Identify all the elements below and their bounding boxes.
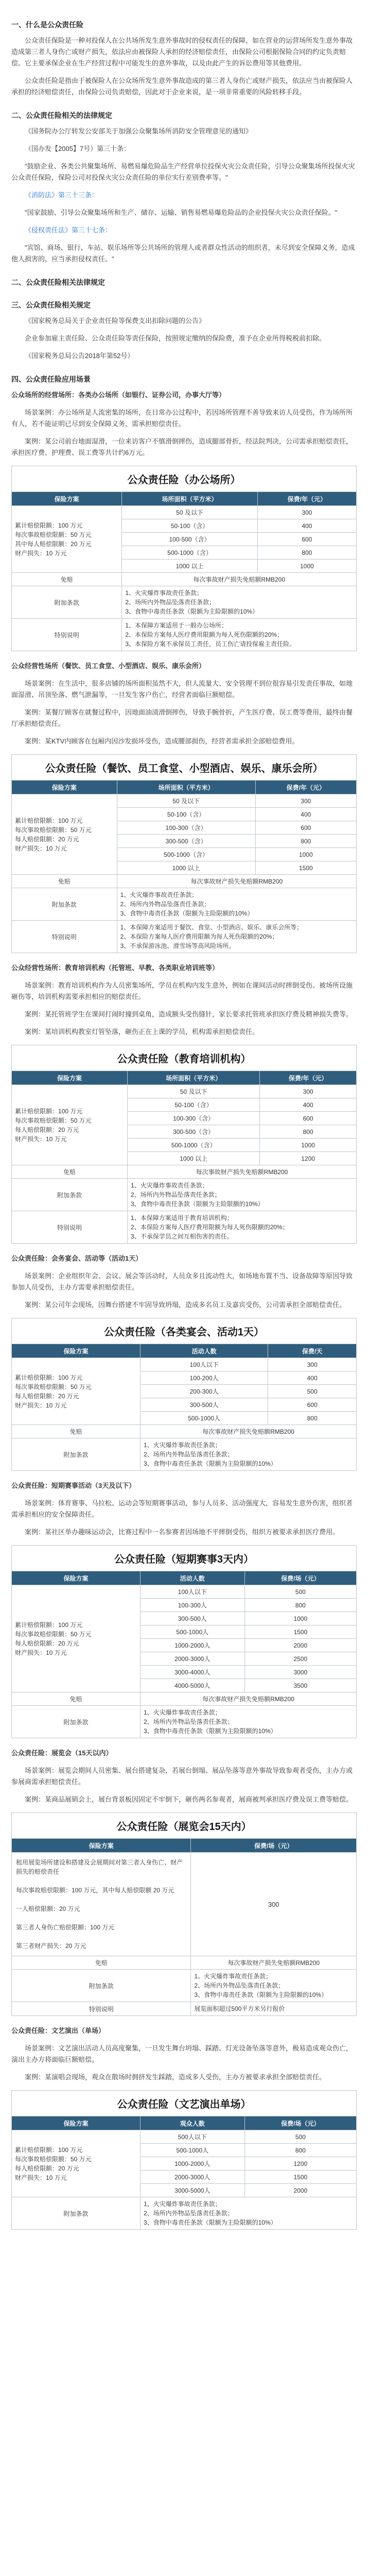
addon-value: 1、火灾爆炸事故责任条款； 2、场所内外物品坠落责任条款； 3、食物中毒责任条款（限额为主险限额的10%） (128, 1179, 357, 1211)
col-header: 活动人数 (140, 1571, 244, 1585)
paragraph: "国家鼓励、引导公众聚集场所和生产、储存、运输、销售易燃易爆危险品的企业投保火灾公众责任保险。" (25, 209, 338, 216)
premium-cell: 300 (260, 1085, 357, 1098)
law-link-text[interactable]: 《消防法》第三十三条： (25, 191, 99, 199)
limit-line: 每人赔偿限额：20 万元 (15, 2164, 79, 2172)
addon-value: 1、火灾爆炸事故责任条款； 2、场所内外物品坠落责任条款； 3、食物中毒责任条款（限额为主险限额的10%） (122, 586, 357, 619)
paragraph: 场景案例：教育培训机构作为人员密集场所，学员在机构内发生意外，例如在课间活动时摔倒受伤、被场所设施砸伤等，培训机构需要承担相应的赔偿责任。 (11, 981, 353, 1001)
limit-line: 每人赔偿限额：20 万元 (15, 1639, 79, 1647)
range-cell: 3000-5000人 (140, 2184, 244, 2197)
range-cell: 100-300（含） (117, 821, 255, 835)
col-header: 场所面积（平方米） (117, 781, 255, 794)
law-link[interactable] (11, 225, 357, 236)
premium-cell: 1500 (244, 2171, 356, 2184)
paragraph: 案例：某托管班学生在课间打闹时撞到桌角，造成额头受伤缝针，家长要求托管班承担医疗费及精神损失费等。 (25, 1010, 353, 1018)
range-cell: 2000-3000人 (140, 2171, 244, 2184)
paragraph: 案例：某KTV内顾客在包厢内因沙发损坏受伤，造成腰部损伤，经营者需承担全部赔偿费用。 (25, 737, 299, 745)
table-row (12, 2130, 357, 2144)
premium-cell: 2000 (244, 1639, 356, 1652)
premium-cell: 600 (268, 1398, 357, 1412)
range-cell: 2000-3000人 (140, 1652, 244, 1666)
paragraph: 案例：某商品展销会上，展台背景板因固定不牢倒下，砸伤两名参观者，展商被判承担医疗费及误工费等赔偿。 (25, 1795, 353, 1803)
table-row (12, 1706, 357, 1738)
table-row (12, 1425, 357, 1438)
premium-cell: 600 (255, 821, 356, 835)
section-title-scenarios: 四、公众责任险应用场景 (11, 375, 91, 383)
range-cell: 500-1000（含） (128, 1139, 260, 1152)
range-cell: 1000-2000人 (140, 2157, 244, 2171)
table-row (12, 1358, 357, 1371)
limit-line: 其中每人赔偿限额：20 万元 (15, 540, 92, 548)
premium-cell: 800 (244, 1599, 356, 1612)
coverage-limits (12, 506, 122, 573)
scenario-heading (11, 1748, 357, 1759)
premium-cell: 3500 (244, 1679, 356, 1692)
scenario-heading (11, 962, 357, 974)
paragraph: 案例：某餐厅顾客在就餐过程中，因地面油渍滑倒摔伤，导致手腕骨折，产生医疗费、误工费等费用，最终由餐厅承担赔偿责任。 (11, 708, 353, 727)
range-cell: 1000 以上 (122, 560, 257, 573)
range-cell: 500-1000（含） (117, 848, 255, 861)
limit-line: 每次事故赔偿限额：50 万元 (15, 826, 92, 834)
col-header: 保费/场（元） (244, 2116, 356, 2130)
range-cell: 100-300（含） (128, 1112, 260, 1125)
paragraph: （国办发【2005】7号）第三十条： (25, 145, 131, 152)
range-cell: 100人以下 (140, 1358, 268, 1371)
premium-cell: 1000 (244, 1612, 356, 1625)
special-value: 1、本保障方案适用于餐饮、食堂、小型酒店、娱乐、康乐会所等； 2、本保险方案每人医疗费用限额为每人死伤限额的20%； 3、不承保游泳池、滑雪场等高风险场所。 (117, 921, 356, 953)
limit-line: 财产损失：10 万元 (15, 2174, 67, 2181)
limit-line: 财产损失：10 万元 (15, 549, 67, 557)
range-cell: 50 及以下 (122, 506, 257, 519)
col-header: 保费/年（元） (260, 1071, 357, 1085)
premium-cell: 500 (244, 2130, 356, 2144)
paragraph: 《国务院办公厅转发公安部关于加强公众聚集场所消防安全管理意见的通知》 (25, 127, 253, 135)
table-title: 公众责任险（办公场所） (11, 466, 357, 492)
col-header: 观众人数 (140, 2116, 244, 2130)
limit-line: 每次事故赔偿限额：50 万元 (15, 1630, 92, 1638)
col-header: 保费/场（元） (244, 1571, 356, 1585)
deductible-value: 每次事故财产损失免赔额RMB200 (117, 875, 356, 888)
premium-cell: 1200 (244, 2157, 356, 2171)
paragraph: 《国家税务总局关于企业责任险等保费支出扣除问题的公告》 (25, 317, 206, 325)
col-header: 保费/年（元） (257, 492, 356, 506)
premium-cell: 300 (255, 794, 356, 808)
premium-cell: 1000 (255, 848, 356, 861)
deductible-value: 每次事故财产损失免赔额RMB200 (140, 1425, 356, 1438)
range-cell: 500-1000（含） (122, 546, 257, 560)
range-cell: 300-500人 (140, 1398, 268, 1412)
paragraph: 场景案例：文艺演出活动人员高度聚集，一旦发生舞台坍塌、踩踏、灯光设备坠落等意外，极易造成观众伤亡，演出主办方将面临巨额赔偿。 (11, 2044, 353, 2063)
premium-cell: 400 (268, 1371, 357, 1385)
col-header: 保险方案 (12, 1071, 128, 1085)
scenario-heading-text: 公众责任险：展览会（15天以内） (11, 1749, 113, 1757)
range-cell: 1000 以上 (128, 1152, 260, 1165)
premium-cell: 300 (268, 1358, 357, 1371)
range-cell: 50-100（含） (128, 1098, 260, 1112)
coverage-table (11, 492, 357, 651)
addon-value: 1、火灾爆炸事故责任条款； 2、场所内外物品坠落责任条款； 3、食物中毒责任条款（限额为主险限额的10%） (140, 1438, 356, 1471)
addon-label: 附加条款 (12, 1706, 141, 1738)
coverage-table (11, 1071, 357, 1244)
table-row (12, 1165, 357, 1179)
addon-label: 附加条款 (12, 1970, 191, 2002)
table-banquet (11, 1318, 357, 1471)
limit-line: 每次事故赔偿限额：50 万元 (15, 1116, 92, 1124)
coverage-limits (12, 1358, 141, 1425)
paragraph: 公众责任保险是一种对投保人在公共场所发生意外事故时的侵权责任的保障，如在营业的运营场所发生意外事故造成第三者人身伤亡或财产损失，依法应由被保险人承担的经济赔偿责任，由保险公司根据保险合同的约定负责赔偿。它主要承保企业在生产经营过程中可能发生的意外事故，以及由此产生的诉讼费用等其他费用。 (11, 37, 353, 67)
deductible-value: 每次事故财产损失免赔额RMB200 (128, 1165, 357, 1179)
table-row (12, 1438, 357, 1471)
table-row (12, 586, 357, 619)
premium-cell: 2500 (244, 1652, 356, 1666)
paragraph: 场景案例：展览会期间人员密集、展台搭建复杂，若展台倒塌、展品坠落等意外事故导致参观者受伤，主办方或参展商需承担赔偿责任。 (11, 1767, 353, 1786)
deductible-label: 免赔 (12, 1692, 141, 1706)
range-cell: 4000-5000人 (140, 1679, 244, 1692)
range-cell: 500-1000人 (140, 1625, 244, 1639)
addon-value: 1、火灾爆炸事故责任条款； 2、场所内外物品坠落责任条款； 3、食物中毒责任条款（限额为主险限额的10%） (140, 1706, 356, 1738)
range-cell: 100-500（含） (122, 533, 257, 546)
table-short-event (11, 1545, 357, 1738)
paragraph: 场景案例：体育赛事、马拉松、运动会等短期赛事活动，参与人员多、活动强度大，容易发生意外伤害，组织者需承担相应的安全保障责任。 (11, 1499, 353, 1518)
table-row (12, 1085, 357, 1098)
col-header: 保险方案 (12, 1571, 141, 1585)
limit-line: 累计赔偿限额：100 万元 (15, 1107, 83, 1115)
deductible-value: 每次事故财产损失免赔额RMB200 (191, 1956, 357, 1970)
col-header: 活动人数 (140, 1344, 268, 1358)
addon-value: 1、火灾爆炸事故责任条款； 2、场所内外物品坠落责任条款； 3、食物中毒责任条款（限额为主险限额的10%） (140, 2197, 356, 2230)
range-cell: 50 及以下 (128, 1085, 260, 1098)
addon-value: 1、火灾爆炸事故责任条款； 2、场所内外物品坠落责任条款； 3、食物中毒责任条款（限额为主险限额的10%） (191, 1970, 357, 2002)
deductible-label: 免赔 (12, 1425, 141, 1438)
paragraph: 案例：某公司前台地面湿滑，一位来访客户不慎滑倒摔伤，造成腿部骨折，经法院判决，公司需承担赔偿责任，承担医疗费、护理费、误工费等共计约6万元。 (11, 437, 353, 456)
scenario-heading-text: 公众经营性场所（餐饮、员工食堂、小型酒店、娱乐、康乐会所） (11, 662, 206, 670)
scenario-heading (11, 1253, 357, 1264)
table-education (11, 1045, 357, 1244)
special-value: 1、本保障方案适用于一般办公场所； 2、本保险方案每人医疗费用限额为每人死伤限额的20%； 3、本保险方案不承保员工责任，员工伤亡请投保雇主责任险。 (122, 619, 357, 651)
col-header: 保险方案 (12, 1344, 141, 1358)
premium-cell: 500 (244, 1585, 356, 1599)
premium-cell: 800 (244, 2144, 356, 2157)
range-cell: 50-100（含） (117, 808, 255, 821)
range-cell: 100-300人 (140, 1599, 244, 1612)
range-cell: 500人以下 (140, 2130, 244, 2144)
premium-cell: 3000 (244, 1666, 356, 1679)
limit-line: 累计赔偿限额：100 万元 (15, 817, 83, 824)
scenario-heading (11, 389, 357, 401)
premium-cell: 1200 (260, 1152, 357, 1165)
law-link-text[interactable]: 《侵权责任法》第三十七条： (25, 226, 112, 234)
premium-cell: 600 (260, 1112, 357, 1125)
table-row (12, 1585, 357, 1599)
coverage-table (11, 1344, 357, 1471)
range-cell: 500-1000人 (140, 2144, 244, 2157)
coverage-limits (12, 1085, 128, 1165)
limit-line: 累计赔偿限额：100 万元 (15, 2146, 83, 2154)
premium-cell: 800 (268, 1412, 357, 1425)
law-link[interactable] (11, 190, 357, 201)
limit-line: 财产损失：10 万元 (15, 1135, 67, 1143)
coverage-limits (12, 1585, 141, 1692)
limit-line: 财产损失：10 万元 (15, 1649, 67, 1656)
coverage-limits (12, 2130, 141, 2197)
deductible-label: 免赔 (12, 573, 122, 586)
special-label: 特别说明 (12, 619, 122, 651)
addon-label: 附加条款 (12, 2197, 141, 2230)
premium-cell: 600 (257, 533, 356, 546)
premium-cell: 1500 (244, 1625, 356, 1639)
limit-line: 每次事故赔偿限额：50 万元 (15, 531, 92, 538)
scenario-heading-text: 公众责任险：会务宴会、活动等（活动1天） (11, 1255, 143, 1262)
section-subtitle: 二、公众责任险相关法律规定 (11, 278, 105, 286)
range-cell: 1000 以上 (117, 861, 255, 875)
limit-line: 累计赔偿限额：100 万元 (15, 1621, 83, 1629)
paragraph: "宾馆、商场、银行、车站、娱乐场所等公共场所的管理人或者群众性活动的组织者，未尽到安全保障义务，造成他人损害的，应当承担侵权责任。" (11, 244, 355, 263)
table-row (12, 794, 357, 808)
premium-cell: 1500 (255, 861, 356, 875)
table-row (12, 1179, 357, 1211)
range-cell: 200-300人 (140, 1385, 268, 1398)
scenario-heading (11, 2025, 357, 2037)
col-header: 保费/年（元） (255, 781, 356, 794)
col-header: 保费/场（元） (191, 1839, 357, 1853)
paragraph: （国家税务总局公告2018年第52号） (25, 352, 134, 360)
col-header: 保险方案 (12, 492, 122, 506)
limit-line: 每人赔偿限额：20 万元 (15, 1392, 79, 1400)
table-row (12, 1853, 357, 1956)
limit-line: 每次事故赔偿限额：50 万元 (15, 1383, 92, 1391)
table-performance (11, 2090, 357, 2230)
special-value: 展览面积超过500平方米另行报价 (191, 2002, 357, 2016)
limit-line: 每次事故赔偿限额：50 万元 (15, 2155, 92, 2163)
scenario-heading-text: 公众责任险：短期赛事活动（3天及以下） (11, 1482, 136, 1489)
col-header: 保费/天 (268, 1344, 357, 1358)
premium-cell: 400 (260, 1098, 357, 1112)
premium-cell: 400 (255, 808, 356, 821)
range-cell: 100人以下 (140, 1585, 244, 1599)
deductible-label: 免赔 (12, 1165, 128, 1179)
scenario-heading (11, 1480, 357, 1492)
table-row (12, 506, 357, 519)
addon-label: 附加条款 (12, 1179, 128, 1211)
coverage-limits: 租用展览场所建设和搭建及会展期间对第三者人身伤亡、财产损失的赔偿责任 每次事故赔偿限额：100 万元，其中每人赔偿限额 20 万元 一人赔偿限额：20 万元 第三者人身伤亡赔偿限额：100 万元 第三者财产损失：20 万元 (12, 1853, 191, 1956)
limit-line: 累计赔偿限额：100 万元 (15, 1374, 83, 1381)
premium-cell: 2000 (244, 2184, 356, 2197)
section-title-rules: 三、公众责任险相关规定 (11, 301, 91, 309)
limit-line: 财产损失：10 万元 (15, 844, 67, 852)
range-cell: 50 及以下 (117, 794, 255, 808)
table-row (12, 1956, 357, 1970)
range-cell: 300-500（含） (117, 835, 255, 848)
table-row (12, 2002, 357, 2016)
range-cell: 3000-4000人 (140, 1666, 244, 1679)
section-title-what-is: 一、什么是公众责任险 (11, 21, 83, 29)
addon-label: 附加条款 (12, 586, 122, 619)
scenario-heading-text: 公众场所的经营场所：各类办公场所（如银行、证券公司，办事大厅等） (11, 391, 226, 399)
coverage-limits (12, 794, 117, 875)
premium-cell: 800 (255, 835, 356, 848)
range-cell: 50-100（含） (122, 519, 257, 533)
paragraph: 场景案例：企业组织年会、会议、展会等活动时，人员众多且流动性大，如场地布置不当、设备故障等原因导致参加人员受伤，主办方需要承担赔偿责任。 (11, 1272, 353, 1291)
col-header: 场所面积（平方米） (122, 492, 257, 506)
table-catering (11, 754, 357, 953)
limit-line: 累计赔偿限额：100 万元 (15, 521, 83, 529)
premium-cell: 300 (257, 506, 356, 519)
table-title: 公众责任险（教育培训机构） (11, 1045, 357, 1071)
limit-line: 每人赔偿限额：20 万元 (15, 835, 79, 843)
table-row (12, 1211, 357, 1244)
table-row (12, 875, 357, 888)
table-row (12, 888, 357, 921)
col-header: 保险方案 (12, 781, 117, 794)
table-row (12, 2197, 357, 2230)
paragraph: 场景案例：办公场所是人流密集的场所，在日常办公过程中，若因场所管理不善导致来访人员受伤，作为场所所有人，若不能证明已尽到安全保障义务，需承担赔偿责任。 (11, 409, 353, 428)
table-office (11, 466, 357, 651)
table-row (12, 573, 357, 586)
coverage-table (11, 1838, 357, 2016)
premium-cell: 300 (191, 1853, 357, 1956)
limit-line: 财产损失：10 万元 (15, 1401, 67, 1409)
premium-cell: 800 (260, 1125, 357, 1139)
range-cell: 300-500（含） (128, 1125, 260, 1139)
table-row (12, 619, 357, 651)
special-label: 特别说明 (12, 921, 117, 953)
paragraph: 案例：某公司年会现场，因舞台搭建不牢固导致坍塌，造成多名员工及嘉宾受伤，公司需承担全部赔偿责任。 (25, 1301, 346, 1309)
premium-cell: 1000 (257, 560, 356, 573)
special-label: 特别说明 (12, 1211, 128, 1244)
scenario-heading-text: 公众责任险：文艺演出（单场） (11, 2027, 106, 2035)
paragraph: 案例：某演唱会现场，观众在散场时拥挤发生踩踏，造成多人受伤，主办方被要求承担全部赔偿责任。 (25, 2073, 326, 2081)
paragraph: "鼓励企业、各类公共聚集场所、易燃易爆危险品生产经营单位投保火灾公众责任险，引导公众聚集场所投保火灾公众责任保险，保险公司对投保火灾公众责任险的单位实行差别费率等。" (11, 162, 355, 181)
limit-line: 每人赔偿限额：20 万元 (15, 1126, 79, 1133)
coverage-table (11, 2116, 357, 2230)
special-value: 1、本保障方案适用于教育培训机构； 2、本保险方案每人医疗费用限额为每人死伤限额的20%； 3、不承保学员之间互相伤害的责任。 (128, 1211, 357, 1244)
col-header: 保险方案 (12, 2116, 141, 2130)
premium-cell: 800 (257, 546, 356, 560)
paragraph: 公众责任险是指由于被保险人在公众场所发生意外事故造成的第三者人身伤亡或财产损失，依法应当由被保险人承担的经济赔偿责任，由保险公司负责赔偿，因此对于企业来说，是一项非常重要的风险转移手段。 (11, 77, 353, 96)
premium-cell: 500 (268, 1385, 357, 1398)
paragraph: 场景案例：在生活中，很多店铺的场所面积虽然不大，但人流量大、安全管理不到位很容易引发责任事故，如地面湿滑、吊顶坠落、燃气泄漏等，一旦发生客户伤亡，经营者面临巨额赔偿。 (11, 680, 353, 699)
table-title: 公众责任险（短期赛事3天内） (11, 1545, 357, 1571)
table-title: 公众责任险（文艺演出单场） (11, 2090, 357, 2116)
paragraph: 案例：某社区举办趣味运动会，比赛过程中一名参赛者因场地不平摔倒受伤，组织方被要求承担医疗费用。 (25, 1528, 340, 1536)
special-label: 特别说明 (12, 2002, 191, 2016)
range-cell: 1000-2000人 (140, 1639, 244, 1652)
addon-label: 附加条款 (12, 888, 117, 921)
deductible-label: 免赔 (12, 1956, 191, 1970)
scenario-heading (11, 660, 357, 672)
table-title: 公众责任险（各类宴会、活动1天） (11, 1318, 357, 1344)
table-row (12, 1692, 357, 1706)
table-title: 公众责任险（餐饮、员工食堂、小型酒店、娱乐、康乐会所） (11, 754, 357, 780)
paragraph: 案例：某培训机构教室灯管坠落，砸伤正在上课的学员，机构需承担赔偿责任。 (25, 1028, 259, 1036)
col-header: 场所面积（平方米） (128, 1071, 260, 1085)
paragraph: 企业参加雇主责任险、公众责任险等责任保险，按照规定缴纳的保险费，准予在企业所得税税前扣除。 (25, 334, 326, 342)
deductible-value: 每次事故财产损失免赔额RMB200 (140, 1692, 356, 1706)
table-title: 公众责任险（展览会15天内） (11, 1812, 357, 1838)
addon-label: 附加条款 (12, 1438, 141, 1471)
table-exhibition (11, 1812, 357, 2016)
range-cell: 100-200人 (140, 1371, 268, 1385)
col-header: 保险方案 (12, 1839, 191, 1853)
coverage-table (11, 780, 357, 953)
section-title-legal: 二、公众责任险相关的法律规定 (11, 111, 112, 120)
scenario-heading-text: 公众经营性场所：教育培训机构（托管班、早教、各类职业培训班等） (11, 964, 219, 972)
table-row (12, 921, 357, 953)
table-row (12, 1970, 357, 2002)
deductible-value: 每次事故财产损失免赔额RMB200 (122, 573, 357, 586)
range-cell: 300-500人 (140, 1612, 244, 1625)
premium-cell: 400 (257, 519, 356, 533)
addon-value: 1、火灾爆炸事故责任条款； 2、场所内外物品坠落责任条款； 3、食物中毒责任条款（限额为主险限额的10%） (117, 888, 356, 921)
range-cell: 500-1000人 (140, 1412, 268, 1425)
coverage-table (11, 1571, 357, 1738)
premium-cell: 1000 (260, 1139, 357, 1152)
deductible-label: 免赔 (12, 875, 117, 888)
